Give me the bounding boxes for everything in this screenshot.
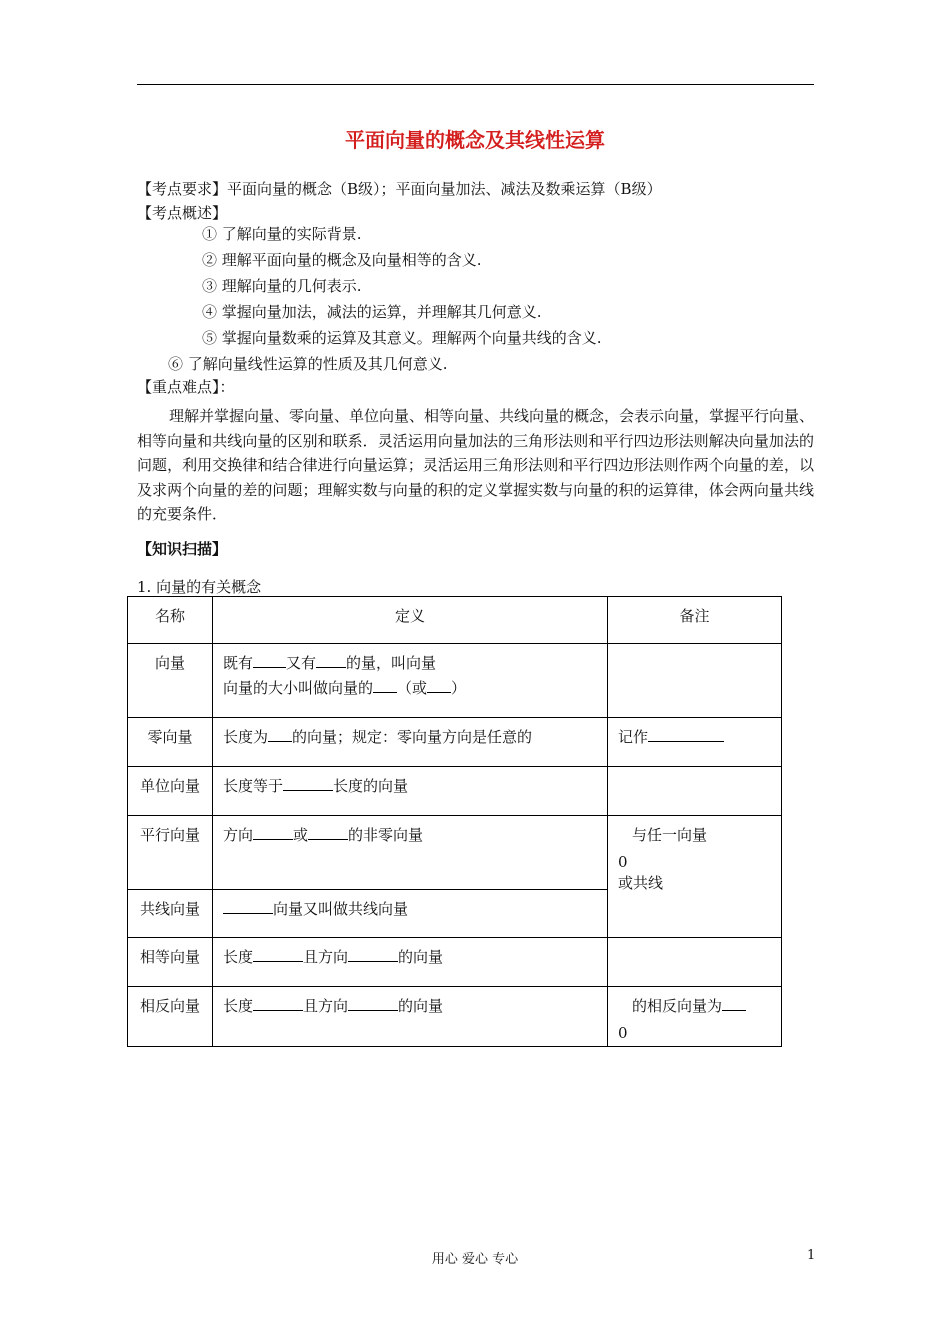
overview-label: 【考点概述】 (137, 204, 228, 222)
row-name: 单位向量 (139, 777, 200, 795)
overview-item: ⑥ 了解向量线性运算的性质及其几何意义. (168, 355, 448, 373)
row-name: 共线向量 (139, 900, 200, 918)
footer-text: 用心 爱心 专心 (431, 1252, 519, 1267)
table-row (128, 938, 782, 987)
overview-item: ③ 理解向量的几何表示. (202, 277, 362, 295)
table-row (128, 718, 782, 767)
header-name: 名称 (154, 607, 185, 625)
overview-item: ① 了解向量的实际背景. (202, 225, 362, 243)
table-row (128, 767, 782, 816)
row-definition: 既有 又有 的量，叫向量 向量的大小叫做向量的 （或 ） (223, 654, 467, 697)
table-row (128, 644, 782, 718)
row-name: 平行向量 (139, 826, 200, 844)
row-note: 0 与任一向量 或共线 (618, 826, 708, 892)
page-number: 1 (807, 1248, 816, 1263)
key-points-paragraph (137, 404, 814, 527)
overview-item: ② 理解平面向量的概念及向量相等的含义. (202, 251, 482, 269)
row-note: 0 的相反向量为 (618, 987, 781, 1019)
page-title: 平面向量的概念及其线性运算 (345, 128, 605, 152)
row-definition: 长度为 的向量；规定：零向量方向是任意的 (223, 728, 533, 746)
row-definition: 方向 或 的非零向量 (223, 826, 424, 844)
overview-item: ⑤ 掌握向量数乘的运算及其意义。理解两个向量共线的含义. (202, 329, 602, 347)
row-name: 零向量 (147, 728, 193, 746)
section-title: 1. 向量的有关概念 (137, 578, 262, 596)
row-definition: 长度 且方向 的向量 (223, 948, 444, 966)
concept-table (127, 596, 782, 1047)
header-definition: 定义 (394, 607, 425, 625)
row-name: 向量 (154, 654, 185, 672)
table-row (128, 987, 782, 1047)
overview-item: ④ 掌握向量加法，减法的运算，并理解其几何意义. (202, 303, 542, 321)
row-name: 相等向量 (139, 948, 200, 966)
requirements-line (137, 176, 662, 202)
key-points-text: 理解并掌握向量、零向量、单位向量、相等向量、共线向量的概念，会表示向量，掌握平行向量、相等向量和共线向量的区别和联系．灵活运用向量加法的三角形法则和平行四边形法则解决向量加法的问题，利用交换律和结合律进行向量运算；灵活运用三角形法则和平行四边形法则作两个向量的差，以及求两个向量的差的问题；理解实数与向量的积的定义掌握实数与向量的积的运算律，体会两向量共线的充要条件． (137, 407, 815, 523)
table-header-row (128, 597, 782, 644)
knowledge-scan-label: 【知识扫描】 (137, 540, 228, 558)
key-points-label: 【重点难点】： (137, 378, 235, 396)
requirements-text: 平面向量的概念（B级）；平面向量加法、减法及数乘运算（B级） (227, 180, 662, 198)
table-row (128, 816, 782, 890)
header-rule (137, 84, 814, 85)
row-note: 记作 (618, 718, 781, 750)
requirements-label: 【考点要求】 (137, 180, 228, 198)
row-name: 相反向量 (139, 997, 200, 1015)
row-definition: 长度等于 长度的向量 (223, 777, 409, 795)
row-definition: 向量又叫做共线向量 (223, 890, 607, 922)
header-note: 备注 (679, 607, 710, 625)
row-definition: 长度 且方向 的向量 (223, 997, 444, 1015)
